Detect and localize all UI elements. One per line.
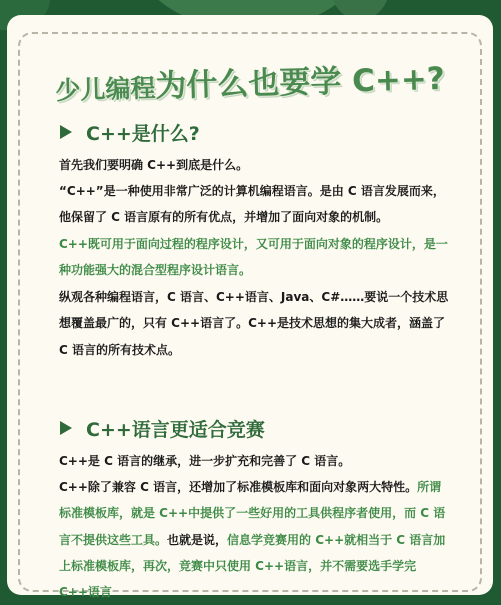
section-heading-competition — [60, 415, 265, 442]
paragraph-mixed — [59, 474, 449, 605]
triangle-bullet-icon — [60, 125, 72, 139]
section-heading-what-is-cpp — [60, 119, 200, 146]
title-prefix: 少儿编程 — [55, 73, 156, 106]
paragraph-text: 也就是说， — [167, 532, 228, 547]
section-heading-label: C++是什么? — [86, 123, 200, 145]
section-heading-label: C++语言更适合竞赛 — [86, 419, 265, 441]
paragraph: “C++”是一种使用非常广泛的计算机编程语言。是由 C 语言发展而来，他保留了 C 语言原有的所有优点，并增加了面向对象的机制。 — [59, 184, 445, 225]
paragraph: C++是 C 语言的继承，进一步扩充和完善了 C 语言。 — [59, 454, 351, 468]
paragraph: 纵观各种编程语言，C 语言、C++语言、Java、C#……要说一个技术思想覆盖最广的，只有 C++语言了。C++是技术思想的集大成者，涵盖了 C 语言的所有技术点。 — [59, 290, 449, 357]
paragraph-highlight: 所谓标准模板库，就是 C++中提供了一些好用的工具供程序者使用，而 C 语言不提供这些工具。 — [59, 480, 446, 547]
paragraph: 首先我们要明确 C++到底是什么。 — [59, 158, 249, 172]
paragraph-text: C++除了兼容 C 语言，还增加了标准模板库和面向对象两大特性。 — [59, 480, 418, 494]
paragraph-highlight: C++既可用于面向过程的程序设计，又可用于面向对象的程序设计，是一种功能强大的混合型程序设计语言。 — [59, 237, 448, 278]
title-main: 为什么也要学 C++? — [154, 60, 446, 105]
paragraph-highlight: 信息学竞赛用的 C++就相当于 C 语言加上标准模板库，再次，竞赛中只使用 C++语言，并不需要选手学完 C++语言 — [59, 532, 446, 600]
triangle-bullet-icon — [60, 421, 72, 435]
